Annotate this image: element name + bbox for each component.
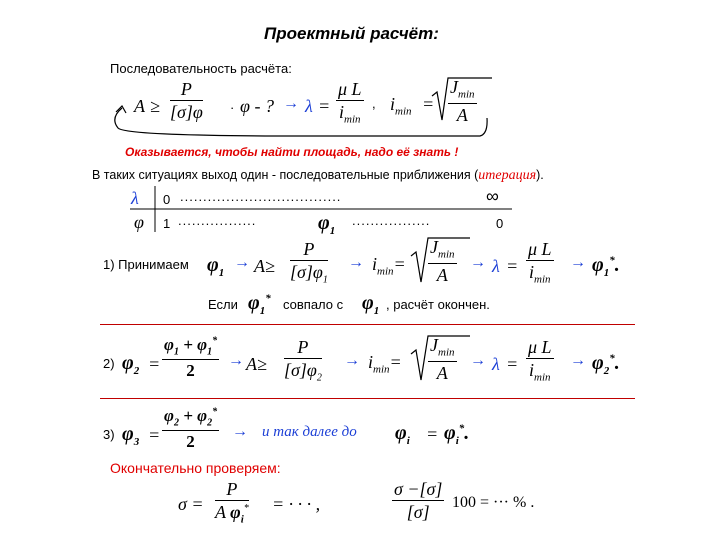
arrow-s1-4: → [570, 254, 586, 271]
step3-text: и так далее до [262, 424, 357, 440]
phi1-mid: $\varphi_1$ [318, 212, 336, 237]
s3-phi3: $\varphi_3$ [122, 423, 140, 448]
s2-muL: μ L [528, 337, 552, 357]
frac-num-Jmin: $J_{min}$ [450, 77, 475, 101]
lambda-dots: ................................... [180, 189, 342, 204]
s2-J-den: A [436, 362, 448, 383]
lambda-1: λ [305, 96, 313, 116]
s1-imin-den: $i_{min}$ [529, 262, 551, 286]
s1-phi1-star: $\varphi_1^*$. [592, 254, 620, 279]
final-sigma: σ = [178, 494, 204, 514]
phi-start: 1 [163, 216, 171, 231]
s1-A: A≥ [254, 256, 275, 276]
frac-den-A: A [456, 104, 468, 125]
lambda-end: ∞ [486, 186, 499, 206]
step1-phi1: $\varphi_1$ [207, 254, 225, 279]
s1-frac-den: $[\sigma]\varphi_1$ [290, 262, 328, 286]
final-pct-den: [σ] [406, 502, 430, 522]
arrow-1: → [283, 95, 299, 112]
final-label: Окончательно проверяем: [110, 460, 281, 476]
phi-dots-1: ................. [178, 213, 257, 228]
step1-matched-phi: $\varphi_1$ [362, 292, 380, 317]
s1-imin: $i_{min}=$ [372, 254, 406, 278]
s2-phi2: $\varphi_2$ [122, 352, 140, 377]
s3-phi-i-star: $\varphi_i^*$. [444, 422, 470, 447]
step1-if-phi: $\varphi_1^*$ [248, 292, 271, 317]
dot-1: · [230, 100, 235, 115]
step1-label: 1) Принимаем [103, 257, 189, 272]
s1-J-den: A [436, 264, 448, 285]
step1-matched: совпало с [283, 297, 344, 312]
formula-geq: ≥ [150, 96, 160, 116]
eq-2: = [422, 94, 435, 114]
phi-question: φ - ? [240, 96, 274, 116]
arrow-s1-1: → [234, 254, 250, 271]
frac-num-muL: μ L [338, 79, 362, 99]
s2-imin: $i_{min}=$ [368, 352, 402, 376]
final-percent-tail: 100 = ··· % . [452, 494, 535, 511]
s2-lambda: λ [492, 354, 500, 374]
s2-eq: = [148, 354, 161, 374]
s1-lambda: λ [492, 256, 500, 276]
table-phi: φ [134, 212, 144, 232]
s2-phi2-star: $\varphi_2^*$. [592, 352, 620, 377]
s2-num: $\varphi_1 + \varphi_1^*$ [164, 335, 218, 358]
s3-eq: = [148, 425, 161, 445]
step1-if: Если [208, 297, 238, 312]
s3-phi-i: $\varphi_i$ [395, 422, 410, 447]
s1-frac-num: P [303, 239, 315, 259]
s2-imin-den: $i_{min}$ [529, 360, 551, 384]
sequence-label: Последовательность расчёта: [110, 61, 292, 76]
warning-note: Оказывается, чтобы найти площадь, надо её знать ! [125, 145, 459, 159]
frac-den: [σ]φ [170, 102, 203, 122]
step1-done: , расчёт окончен. [386, 297, 490, 312]
frac-den-imin: $i_{min}$ [339, 102, 361, 126]
step3-label: 3) [103, 427, 115, 442]
s1-muL: μ L [528, 239, 552, 259]
arrow-s2-1: → [228, 352, 244, 369]
s1-eq: = [506, 256, 519, 276]
s3-num: $\varphi_2 + \varphi_2^*$ [164, 406, 218, 429]
s1-J: $J_{min}$ [430, 237, 455, 261]
eq-1: = [318, 96, 331, 116]
arrow-s3-1: → [232, 423, 248, 440]
iteration-text: В таких ситуациях выход один - последовательные приближения (итерация). [92, 168, 544, 183]
arrow-s1-2: → [348, 254, 364, 271]
frac-num-P: P [180, 79, 192, 99]
imin-1: $i_{min}$ [390, 94, 412, 118]
s2-A: A≥ [246, 354, 267, 374]
arrow-s2-3: → [470, 352, 486, 369]
s2-eq2: = [506, 354, 519, 374]
final-pct-num: σ −[σ] [394, 479, 443, 499]
final-frac-num: P [226, 479, 238, 499]
arrow-s1-3: → [470, 254, 486, 271]
formula-A: A [134, 96, 145, 116]
phi-dots-2: ................. [352, 213, 431, 228]
s2-den: 2 [186, 361, 195, 381]
table-lambda: λ [131, 188, 139, 208]
s3-eq2: = [426, 424, 439, 444]
s2-frac-den: $[\sigma]\varphi_2$ [284, 360, 322, 384]
arrow-s2-2: → [344, 352, 360, 369]
arrow-s2-4: → [570, 352, 586, 369]
final-frac-den: A $\varphi_i^*$ [215, 502, 249, 526]
phi-end: 0 [496, 216, 504, 231]
s2-J: $J_{min}$ [430, 335, 455, 359]
final-sigma-tail: = · · · , [272, 494, 321, 514]
page-title: Проектный расчёт: [264, 24, 439, 43]
step2-label: 2) [103, 356, 115, 371]
s2-frac-num: P [297, 337, 309, 357]
lambda-start: 0 [163, 192, 171, 207]
comma-1: , [372, 96, 376, 111]
s3-den: 2 [186, 432, 195, 452]
